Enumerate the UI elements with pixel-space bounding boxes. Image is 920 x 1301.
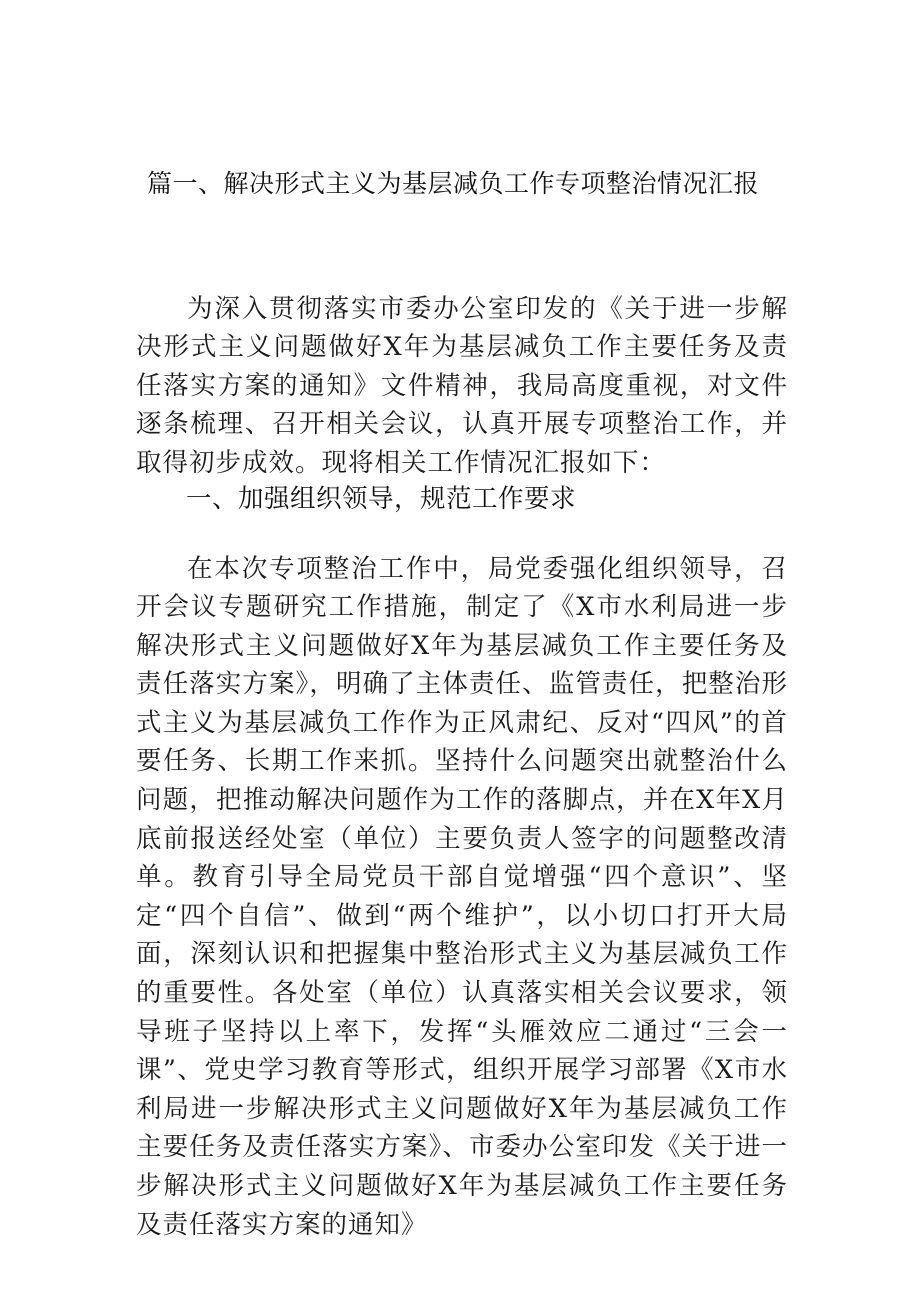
section-1-paragraph: 在本次专项整治工作中，局党委强化组织领导，召开会议专题研究工作措施，制定了《X市水利局进一步解决形式主义问题做好X年为基层减负工作主要任务及责任落实方案》，明确了主体责任、监管责任，把整治形式主义为基层减负工作作为正风肃纪、反对“四风”的首要任务、长期工作来抓。坚持什么问题突出就整治什么问题，把推动解决问题作为工作的落脚点，并在X年X月底前报送经处室（单位）主要负责人签字的问题整改清单。教育引导全局党员干部自觉增强“四个意识”、坚定“四个自信”、做到“两个维护”，以小切口打开大局面，深刻认识和把握集中整治形式主义为基层减负工作的重要性。各处室（单位）认真落实相关会议要求，领导班子坚持以上率下，发挥“头雁效应二通过“三会一课”、党史学习教育等形式，组织开展学习部署《X市水利局进一步解决形式主义问题做好X年为基层减负工作主要任务及责任落实方案》、市委办公室印发《关于进一步解决形式主义问题做好X年为基层减负工作主要任务及责任落实方案的通知》 bbox=[136, 553, 788, 1240]
document-title: 篇一、解决形式主义为基层减负工作专项整治情况汇报 bbox=[147, 169, 760, 198]
intro-paragraph: 为深入贯彻落实市委办公室印发的《关于进一步解决形式主义问题做好X年为基层减负工作主要任务及责任落实方案的通知》文件精神，我局高度重视，对文件逐条梳理、召开相关会议，认真开展专项整治工作，并取得初步成效。现将相关工作情况汇报如下： bbox=[136, 293, 788, 478]
section-heading-1: 一、加强组织领导，规范工作要求 bbox=[186, 484, 577, 514]
